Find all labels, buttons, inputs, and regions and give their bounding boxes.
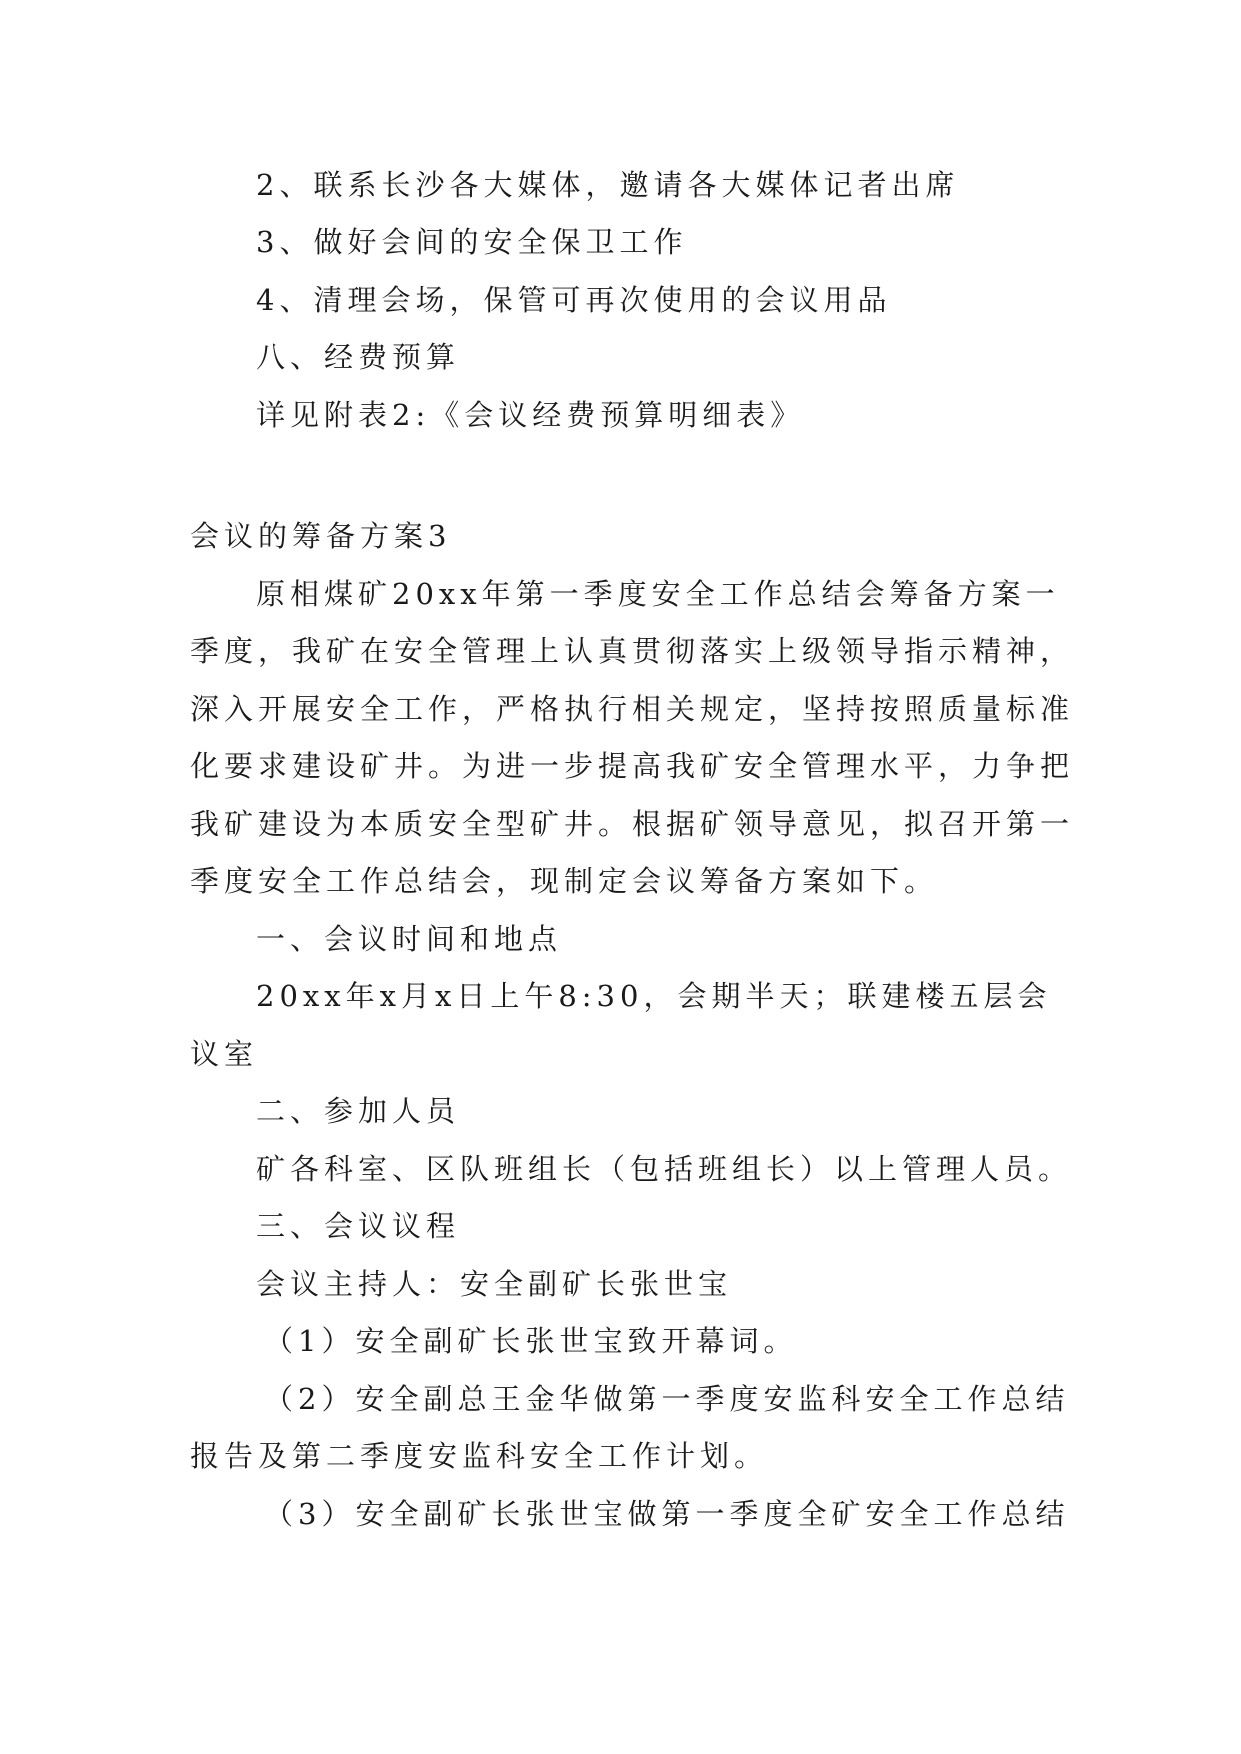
paragraph-line: 会议主持人：安全副矿长张世宝 (256, 1267, 733, 1301)
paragraph-line: 季度安全工作总结会，现制定会议筹备方案如下。 (190, 864, 939, 898)
paragraph-line: 季度，我矿在安全管理上认真贯彻落实上级领导指示精神， (190, 634, 1075, 668)
paragraph-line: 化要求建设矿井。为进一步提高我矿安全管理水平，力争把 (190, 749, 1075, 783)
list-item: 4、清理会场，保管可再次使用的会议用品 (256, 283, 892, 317)
paragraph-line: 深入开展安全工作，严格执行相关规定，坚持按照质量标准 (190, 692, 1075, 726)
agenda-item: 报告及第二季度安监科安全工作计划。 (190, 1439, 769, 1473)
paragraph-line: 详见附表2:《会议经费预算明细表》 (256, 398, 805, 432)
section-heading: 一、会议时间和地点 (256, 922, 563, 956)
paragraph-line: 原相煤矿20xx年第一季度安全工作总结会筹备方案一 (256, 577, 1060, 611)
paragraph-line: 20xx年x月x日上午8:30，会期半天；联建楼五层会 (256, 979, 1052, 1013)
agenda-item: （2）安全副总王金华做第一季度安监科安全工作总结 (264, 1382, 1070, 1416)
paragraph-line: 矿各科室、区队班组长（包括班组长）以上管理人员。 (256, 1152, 1073, 1186)
section-title: 会议的筹备方案3 (190, 519, 452, 553)
section-heading: 三、会议议程 (256, 1209, 461, 1243)
section-heading: 二、参加人员 (256, 1094, 461, 1128)
agenda-item: （3）安全副矿长张世宝做第一季度全矿安全工作总结 (264, 1497, 1070, 1531)
paragraph-line: 我矿建设为本质安全型矿井。根据矿领导意见，拟召开第一 (190, 807, 1075, 841)
section-heading: 八、经费预算 (256, 340, 461, 374)
list-item: 3、做好会间的安全保卫工作 (256, 225, 688, 259)
paragraph-line: 议室 (190, 1037, 259, 1071)
agenda-item: （1）安全副矿长张世宝致开幕词。 (264, 1324, 798, 1358)
list-item: 2、联系长沙各大媒体，邀请各大媒体记者出席 (256, 168, 960, 202)
